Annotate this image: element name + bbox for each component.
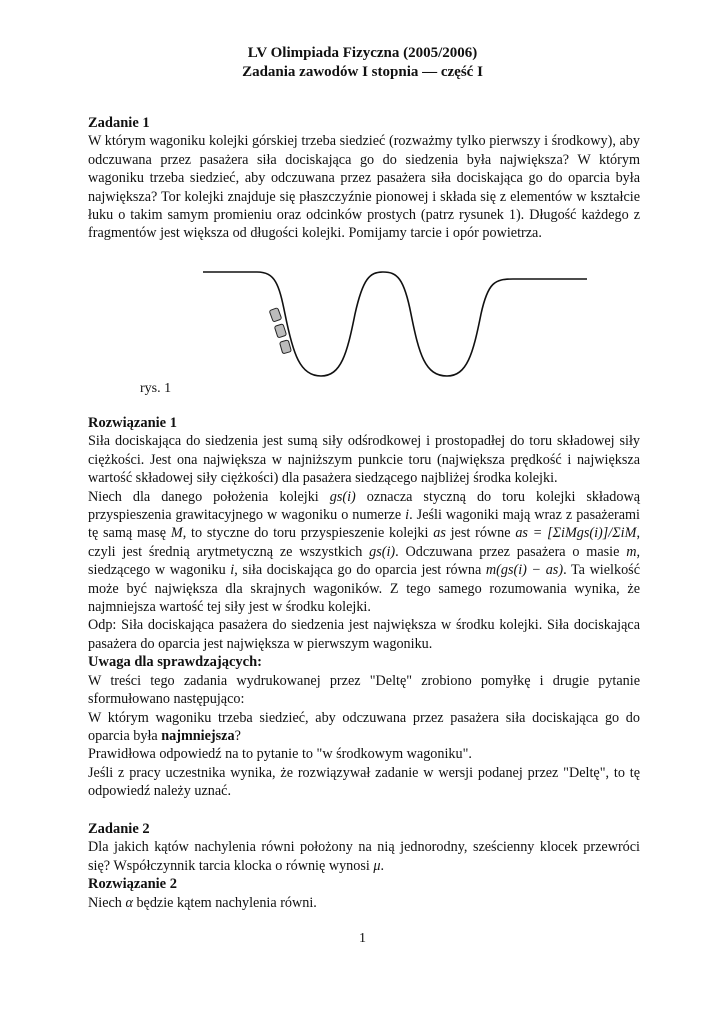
math-M: M (170, 525, 183, 542)
document-header (0, 44, 725, 82)
figure-caption: rys. 1 (140, 381, 172, 396)
solution-1-paragraph-2: Niech dla danego położenia kolejki gs(i) oznacza styczną do toru kolejki składową przyspieszenia grawitacyjnego w wagoniku o numerze i. Jeśli wagoniki mają wraz z pasażerami tę samą masę M, to styczne do toru przyspieszenie kolejki as jest równe as = [ΣiMgs(i)]/ΣiM, czyli jest średnią arytmetyczną ze wszystkich gs(i). Odczuwana przez pasażera o masie m, siedzącego w wagoniku i, siła dociskająca go do oparcia jest równa m(gs(i) − as). Ta wielkość może być największa dla skrajnych wagoników. Z tego samego rozumowania wynika, że najmniejsza wartość tej siły jest w środku kolejki. (88, 488, 640, 616)
math-force: m(gs(i) − as) (485, 562, 564, 579)
task-1-text: W którym wagoniku kolejki górskiej trzeba siedzieć (rozważmy tylko pierwszy i środkowy), aby odczuwana przez pasażera siła dociskająca go do siedzenia była największa? W którym wagoniku trzeba siedzieć, aby odczuwana przez pasażera siła dociskająca go do oparcia była największa? Tor kolejki znajduje się płaszczyźnie pionowej i składa się z elementów w kształcie łuku o takim samym promieniu oraz odcinków prostych (patrz rysunek 1). Długość każdego z fragmentów jest większa od długości kolejki. Pomijamy tarcie i opór powietrza. (88, 133, 640, 242)
wagon-1 (269, 308, 282, 322)
note-paragraph-2: W którym wagoniku trzeba siedzieć, aby odczuwana przez pasażera siła dociskająca go do oparcia była najmniejsza? (88, 709, 640, 744)
task-2-text: Dla jakich kątów nachylenia równi położony na nią jednorodny, sześcienny klocek przewróci się? Współczynnik tarcia klocka o równię wynosi μ. (88, 839, 640, 874)
page-number: 1 (359, 931, 366, 946)
solution-2-text: Niech α będzie kątem nachylenia równi. (88, 894, 317, 911)
math-as: as (433, 525, 446, 542)
note-paragraph-4: Jeśli z pracy uczestnika wynika, że rozwiązywał zadanie w wersji podanej przez "Deltę", to tę odpowiedź należy uznać. (88, 764, 640, 800)
math-i: i (405, 507, 410, 524)
task-1-title: Zadanie 1 (88, 115, 150, 131)
math-i-2: i (230, 562, 235, 579)
note-paragraph-1: W treści tego zadania wydrukowanej przez "Deltę" zrobiono pomyłkę i drugie pytanie sformułowano następująco: (88, 672, 640, 708)
task-2-title: Zadanie 2 (88, 821, 150, 837)
math-m: m (626, 543, 637, 560)
math-alpha: α (125, 894, 133, 911)
track-path (203, 272, 587, 376)
math-gs-i-2: gs(i) (369, 543, 396, 560)
wagon-2 (274, 324, 286, 338)
solution-1-answer: Odp: Siła dociskająca pasażera do siedzenia jest największa w środku kolejki. Siła dociskająca pasażera do oparcia jest największa w pierwszym wagoniku. (88, 617, 640, 652)
task-2 (88, 820, 640, 912)
solution-1 (88, 414, 640, 801)
solution-1-paragraph-1: Siła dociskająca do siedzenia jest sumą siły odśrodkowej i prostopadłej do toru składowej siły ciężkości. Jest ona największa w najniższym punkcie toru (największa prędkość i największa wartość składowej siły ciężkości) dla pasażera siedzącego najbliżej środka kolejki. (88, 433, 640, 487)
math-mu: μ (373, 857, 381, 874)
wagon-3 (280, 340, 292, 354)
solution-1-title: Rozwiązanie 1 (88, 415, 177, 431)
note-title: Uwaga dla sprawdzających: (88, 654, 262, 671)
math-as-formula: as = [ΣiMgs(i)]/ΣiM (515, 525, 637, 542)
note-emphasis: najmniejsza (161, 727, 235, 744)
header-title: LV Olimpiada Fizyczna (2005/2006) (247, 45, 478, 61)
header-subtitle: Zadania zawodów I stopnia — część I (242, 64, 483, 80)
solution-2-title: Rozwiązanie 2 (88, 876, 177, 893)
note-paragraph-3: Prawidłowa odpowiedź na to pytanie to "w środkowym wagoniku". (88, 746, 472, 763)
task-1 (88, 114, 640, 243)
math-gs-i: gs(i) (329, 488, 356, 505)
rollercoaster-track-figure (195, 264, 595, 400)
